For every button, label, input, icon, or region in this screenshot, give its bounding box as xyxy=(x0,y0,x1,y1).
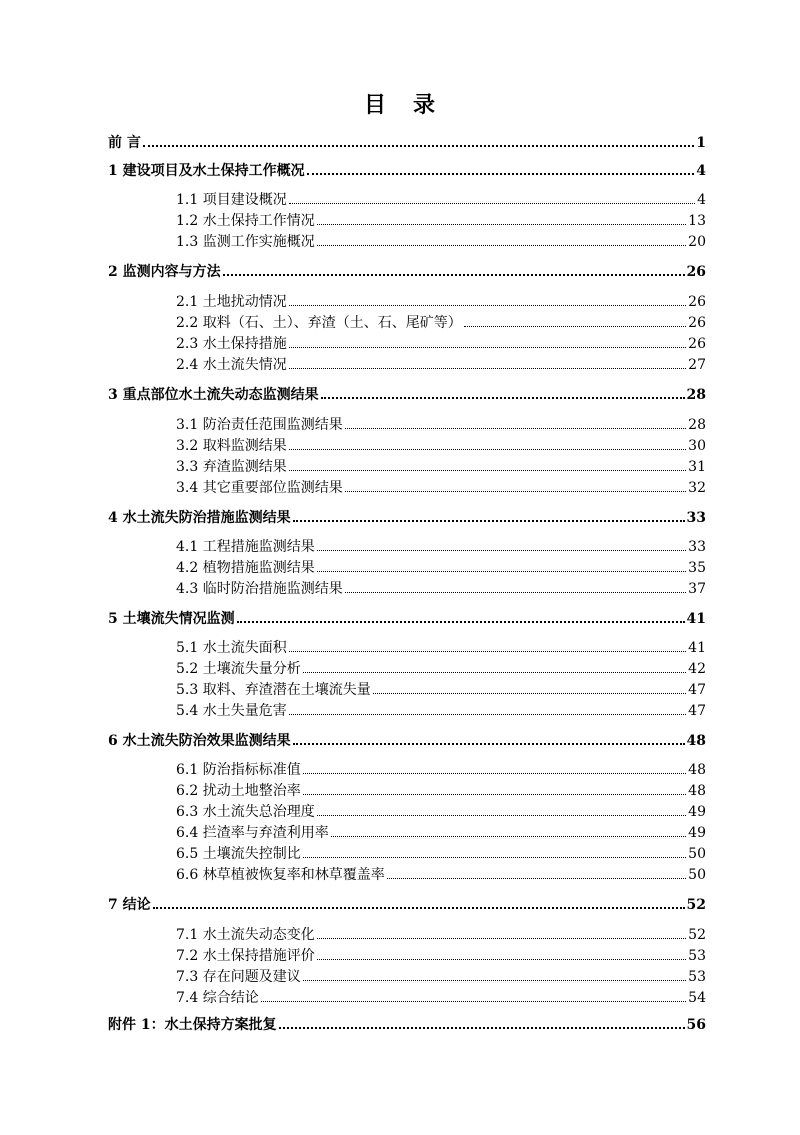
toc-leader-dots xyxy=(321,396,685,399)
toc-entry-section-6-5[interactable] xyxy=(176,847,706,861)
toc-entry-label: 6.1 防治指标标准值 xyxy=(176,762,301,778)
toc-entry-label: 1.2 水土保持工作情况 xyxy=(176,213,315,229)
toc-entry-label: 6.4 拦渣率与弃渣利用率 xyxy=(176,825,329,841)
toc-entry-label: 2.2 取料（石、土）、弃渣（土、石、尾矿等） xyxy=(176,315,462,331)
toc-leader-dots xyxy=(153,906,685,909)
toc-entry-page: 26 xyxy=(688,336,706,352)
toc-entry-section-5-1[interactable] xyxy=(176,641,706,655)
toc-entry-section-3-2[interactable] xyxy=(176,439,706,453)
toc-entry-label: 5.4 水土失量危害 xyxy=(176,703,287,719)
toc-entry-label: 前 言 xyxy=(108,135,141,151)
toc-leader-dots xyxy=(303,979,686,981)
toc-entry-page: 47 xyxy=(688,703,706,719)
toc-entry-page: 53 xyxy=(688,948,706,964)
toc-entry-section-6-2[interactable] xyxy=(176,784,706,798)
toc-leader-dots xyxy=(223,273,685,276)
toc-entry-label: 6.2 扰动土地整治率 xyxy=(176,783,301,799)
toc-leader-dots xyxy=(261,1000,686,1002)
toc-entry-page: 50 xyxy=(688,867,706,883)
toc-entry-section-7-1[interactable] xyxy=(176,928,706,942)
toc-entry-page: 33 xyxy=(686,510,706,526)
toc-entry-section-3-4[interactable] xyxy=(176,481,706,495)
toc-entry-page: 30 xyxy=(688,438,706,454)
toc-entry-page: 27 xyxy=(688,357,706,373)
toc-entry-label: 5.2 土壤流失量分析 xyxy=(176,661,301,677)
toc-entry-section-2-3[interactable] xyxy=(176,337,706,351)
toc-entry-page: 33 xyxy=(688,539,706,555)
toc-entry-section-4-2[interactable] xyxy=(176,561,706,575)
toc-entry-page: 20 xyxy=(688,234,706,250)
toc-entry-page: 48 xyxy=(686,733,706,749)
toc-entry-section-3-1[interactable] xyxy=(176,418,706,432)
toc-entry-page: 26 xyxy=(686,264,706,280)
toc-entry-label: 4.3 临时防治措施监测结果 xyxy=(176,581,343,597)
toc-title xyxy=(0,88,800,119)
toc-entry-label: 4 水土流失防治措施监测结果 xyxy=(108,510,291,526)
toc-leader-dots xyxy=(303,772,686,774)
toc-entry-section-7-4[interactable] xyxy=(176,991,706,1005)
toc-leader-dots xyxy=(317,244,686,246)
toc-entry-label: 7.4 综合结论 xyxy=(176,990,259,1006)
toc-entry-label: 1.1 项目建设概况 xyxy=(176,192,287,208)
toc-entry-chapter-7[interactable] xyxy=(108,898,706,912)
toc-entry-page: 42 xyxy=(688,661,706,677)
toc-entry-section-2-2[interactable] xyxy=(176,316,706,330)
toc-entry-page: 52 xyxy=(688,927,706,943)
toc-leader-dots xyxy=(289,202,695,204)
toc-entry-page: 48 xyxy=(688,783,706,799)
toc-leader-dots xyxy=(303,856,686,858)
toc-leader-dots xyxy=(293,519,685,522)
toc-entry-appendix-1[interactable] xyxy=(108,1018,706,1032)
toc-entry-label: 3.3 弃渣监测结果 xyxy=(176,459,287,475)
toc-leader-dots xyxy=(289,469,686,471)
toc-entry-page: 54 xyxy=(688,990,706,1006)
toc-entry-chapter-1[interactable] xyxy=(108,164,706,178)
toc-entry-label: 3 重点部位水土流失动态监测结果 xyxy=(108,387,319,403)
toc-entry-chapter-5[interactable] xyxy=(108,612,706,626)
toc-leader-dots xyxy=(317,570,686,572)
toc-entry-page: 50 xyxy=(688,846,706,862)
toc-entry-page: 47 xyxy=(688,682,706,698)
toc-leader-dots xyxy=(331,835,686,837)
toc-entry-label: 5.1 水土流失面积 xyxy=(176,640,287,656)
toc-entry-page: 41 xyxy=(686,611,706,627)
toc-entry-preface[interactable] xyxy=(108,136,706,150)
toc-leader-dots xyxy=(303,793,686,795)
toc-leader-dots xyxy=(237,620,685,623)
toc-leader-dots xyxy=(303,671,686,673)
toc-entry-page: 48 xyxy=(688,762,706,778)
toc-title-char-2: 录 xyxy=(413,92,437,118)
toc-leader-dots xyxy=(464,325,686,327)
toc-entry-page: 1 xyxy=(696,135,706,151)
toc-leader-dots xyxy=(373,692,686,694)
toc-entry-section-5-2[interactable] xyxy=(176,662,706,676)
toc-entry-label: 7 结论 xyxy=(108,897,151,913)
toc-leader-dots xyxy=(345,490,686,492)
toc-entry-chapter-4[interactable] xyxy=(108,511,706,525)
toc-entry-chapter-6[interactable] xyxy=(108,734,706,748)
toc-entry-label: 2.3 水土保持措施 xyxy=(176,336,287,352)
toc-entry-label: 4.1 工程措施监测结果 xyxy=(176,539,315,555)
toc-leader-dots xyxy=(279,1026,685,1029)
toc-leader-dots xyxy=(289,448,686,450)
toc-leader-dots xyxy=(307,172,695,175)
toc-leader-dots xyxy=(317,223,686,225)
toc-entry-label: 1.3 监测工作实施概况 xyxy=(176,234,315,250)
toc-entry-section-7-3[interactable] xyxy=(176,970,706,984)
toc-entry-label: 2.1 土地扰动情况 xyxy=(176,294,287,310)
toc-entry-page: 26 xyxy=(688,294,706,310)
toc-entry-section-6-6[interactable] xyxy=(176,868,706,882)
toc-leader-dots xyxy=(293,742,685,745)
toc-leader-dots xyxy=(317,937,686,939)
toc-leader-dots xyxy=(289,304,686,306)
toc-entry-section-6-4[interactable] xyxy=(176,826,706,840)
toc-entry-label: 5 土壤流失情况监测 xyxy=(108,611,235,627)
toc-entry-section-7-2[interactable] xyxy=(176,949,706,963)
toc-entry-label: 1 建设项目及水土保持工作概况 xyxy=(108,163,305,179)
toc-entry-section-3-3[interactable] xyxy=(176,460,706,474)
toc-entry-page: 32 xyxy=(688,480,706,496)
toc-entry-page: 37 xyxy=(688,581,706,597)
toc-entry-label: 5.3 取料、弃渣潜在土壤流失量 xyxy=(176,682,371,698)
toc-entry-page: 28 xyxy=(688,417,706,433)
toc-entry-page: 4 xyxy=(697,192,706,208)
toc-entry-page: 13 xyxy=(688,213,706,229)
toc-entry-section-6-3[interactable] xyxy=(176,805,706,819)
toc-leader-dots xyxy=(345,427,686,429)
toc-entry-section-6-1[interactable] xyxy=(176,763,706,777)
toc-entry-section-4-1[interactable] xyxy=(176,540,706,554)
toc-leader-dots xyxy=(143,144,694,147)
toc-entry-page: 35 xyxy=(688,560,706,576)
toc-entry-page: 31 xyxy=(688,459,706,475)
toc-entry-label: 3.4 其它重要部位监测结果 xyxy=(176,480,343,496)
toc-entry-section-2-4[interactable] xyxy=(176,358,706,372)
toc-entry-label: 3.1 防治责任范围监测结果 xyxy=(176,417,343,433)
toc-leader-dots xyxy=(289,650,686,652)
toc-leader-dots xyxy=(289,367,686,369)
toc-leader-dots xyxy=(317,814,686,816)
toc-entry-chapter-3[interactable] xyxy=(108,388,706,402)
toc-entry-section-5-4[interactable] xyxy=(176,704,706,718)
toc-entry-page: 49 xyxy=(688,804,706,820)
toc-leader-dots xyxy=(317,958,686,960)
toc-entry-page: 52 xyxy=(686,897,706,913)
toc-entry-label: 7.3 存在问题及建议 xyxy=(176,969,301,985)
toc-entry-label: 4.2 植物措施监测结果 xyxy=(176,560,315,576)
toc-entry-label: 3.2 取料监测结果 xyxy=(176,438,287,454)
toc-entry-label: 7.1 水土流失动态变化 xyxy=(176,927,315,943)
toc-entry-label: 6.6 林草植被恢复率和林草覆盖率 xyxy=(176,867,385,883)
toc-title-char-1: 目 xyxy=(363,92,387,118)
toc-entry-label: 2.4 水土流失情况 xyxy=(176,357,287,373)
toc-entry-section-5-3[interactable] xyxy=(176,683,706,697)
toc-entry-label: 7.2 水土保持措施评价 xyxy=(176,948,315,964)
toc-entry-section-1-2[interactable] xyxy=(176,214,706,228)
toc-entry-page: 26 xyxy=(688,315,706,331)
toc-leader-dots xyxy=(345,591,686,593)
toc-entry-section-2-1[interactable] xyxy=(176,295,706,309)
toc-entry-label: 6.5 土壤流失控制比 xyxy=(176,846,301,862)
toc-entry-section-4-3[interactable] xyxy=(176,582,706,596)
toc-leader-dots xyxy=(317,549,686,551)
toc-leader-dots xyxy=(289,713,686,715)
toc-entry-page: 56 xyxy=(686,1017,706,1033)
toc-entry-label: 6 水土流失防治效果监测结果 xyxy=(108,733,291,749)
toc-entry-page: 49 xyxy=(688,825,706,841)
toc-entry-label: 6.3 水土流失总治理度 xyxy=(176,804,315,820)
toc-entry-label: 2 监测内容与方法 xyxy=(108,264,221,280)
toc-leader-dots xyxy=(387,877,686,879)
toc-entry-label: 附件 1：水土保持方案批复 xyxy=(108,1017,277,1033)
toc-entry-section-1-1[interactable] xyxy=(176,193,706,207)
toc-entry-page: 28 xyxy=(686,387,706,403)
toc-entry-page: 53 xyxy=(688,969,706,985)
toc-leader-dots xyxy=(289,346,686,348)
toc-entry-page: 4 xyxy=(696,163,706,179)
toc-entry-page: 41 xyxy=(688,640,706,656)
toc-entry-chapter-2[interactable] xyxy=(108,265,706,279)
toc-entry-section-1-3[interactable] xyxy=(176,235,706,249)
